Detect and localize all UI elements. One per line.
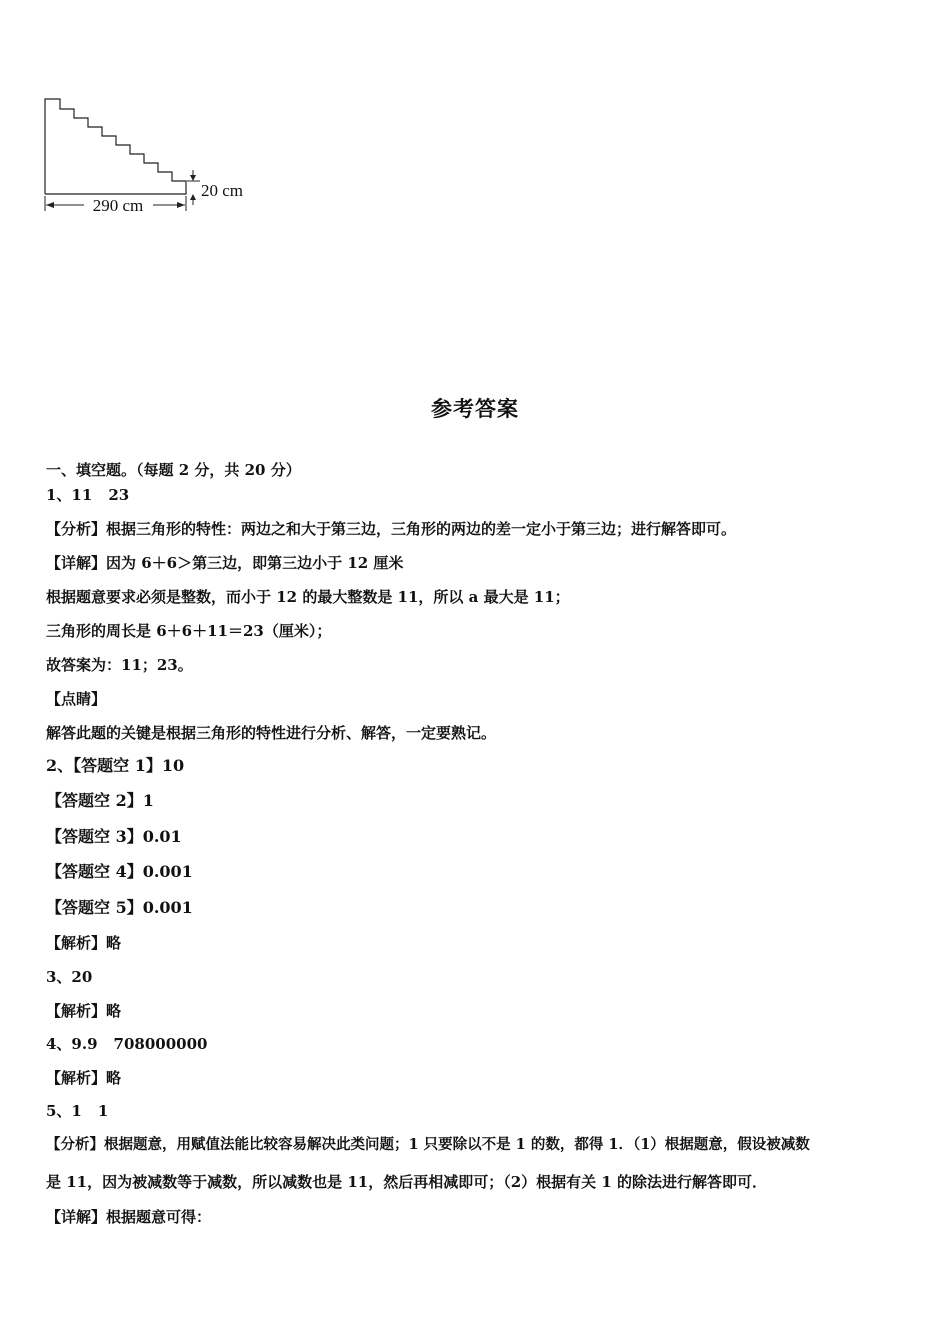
answer-1-line-3: 根据题意要求必须是整数，而小于 12 的最大整数是 11，所以 a 最大是 11； xyxy=(46,588,570,606)
height-arrowhead-bottom xyxy=(190,194,196,200)
answer-5-analysis-line-1: 【分析】根据题意，用赋值法能比较容易解决此类问题；1 只要除以不是 1 的数，都得 1．（1）根据题意，假设被减数 xyxy=(46,1136,810,1153)
answer-5 xyxy=(46,1101,108,1121)
answer-1-line-5: 故答案为：11；23。 xyxy=(46,656,193,674)
answer-4-analysis: 【解析】略 xyxy=(46,1069,122,1087)
answer-5-value-a: 5、1 xyxy=(46,1102,82,1120)
answer-1-point: 【点睛】 xyxy=(46,690,107,708)
staircase-figure xyxy=(40,92,270,222)
staircase-diagram xyxy=(40,92,270,222)
answer-2-blank-2: 【答题空 2】1 xyxy=(46,791,154,810)
answer-1-detail: 【详解】因为 6＋6＞第三边，即第三边小于 12 厘米 xyxy=(46,554,404,572)
answer-2-blank-5: 【答题空 5】0.001 xyxy=(46,898,193,917)
page-title: 参考答案 xyxy=(431,397,519,421)
staircase-outline xyxy=(45,99,186,194)
answer-2-blank-4: 【答题空 4】0.001 xyxy=(46,862,193,881)
answer-5-detail: 【详解】根据题意可得： xyxy=(46,1208,212,1226)
width-arrowhead-left xyxy=(46,202,54,208)
answer-5-value-b: 1 xyxy=(97,1102,109,1120)
answer-3-analysis: 【解析】略 xyxy=(46,1002,122,1020)
answer-1-value-b: 23 xyxy=(108,486,130,504)
section-heading: 一、填空题。（每题 2 分，共 20 分） xyxy=(46,461,301,479)
answer-1-line-7: 解答此题的关键是根据三角形的特性进行分析、解答，一定要熟记。 xyxy=(46,724,497,742)
answer-4-value-b: 708000000 xyxy=(113,1035,208,1053)
width-arrowhead-right xyxy=(177,202,185,208)
answer-1-analysis: 【分析】根据三角形的特性：两边之和大于第三边，三角形的两边的差一定小于第三边；进行解答即可。 xyxy=(46,520,737,538)
answer-1-line-4: 三角形的周长是 6＋6＋11＝23（厘米）； xyxy=(46,622,332,640)
answer-1 xyxy=(46,485,129,505)
answer-1-value-a: 1、11 xyxy=(46,486,93,504)
answer-5-analysis-line-2: 是 11，因为被减数等于减数，所以减数也是 11，然后再相减即可；（2）根据有关 1 的除法进行解答即可． xyxy=(46,1173,768,1191)
height-label: 20 cm xyxy=(201,181,244,200)
answer-4 xyxy=(46,1034,207,1054)
answer-2-blank-3: 【答题空 3】0.01 xyxy=(46,827,182,846)
height-arrowhead-top xyxy=(190,175,196,181)
answer-2-blank-1: 2、【答题空 1】10 xyxy=(46,756,185,775)
width-label: 290 cm xyxy=(92,196,144,215)
answer-2-analysis: 【解析】略 xyxy=(46,934,122,952)
answer-4-value-a: 4、9.9 xyxy=(46,1035,98,1053)
answer-3: 3、20 xyxy=(46,968,93,986)
